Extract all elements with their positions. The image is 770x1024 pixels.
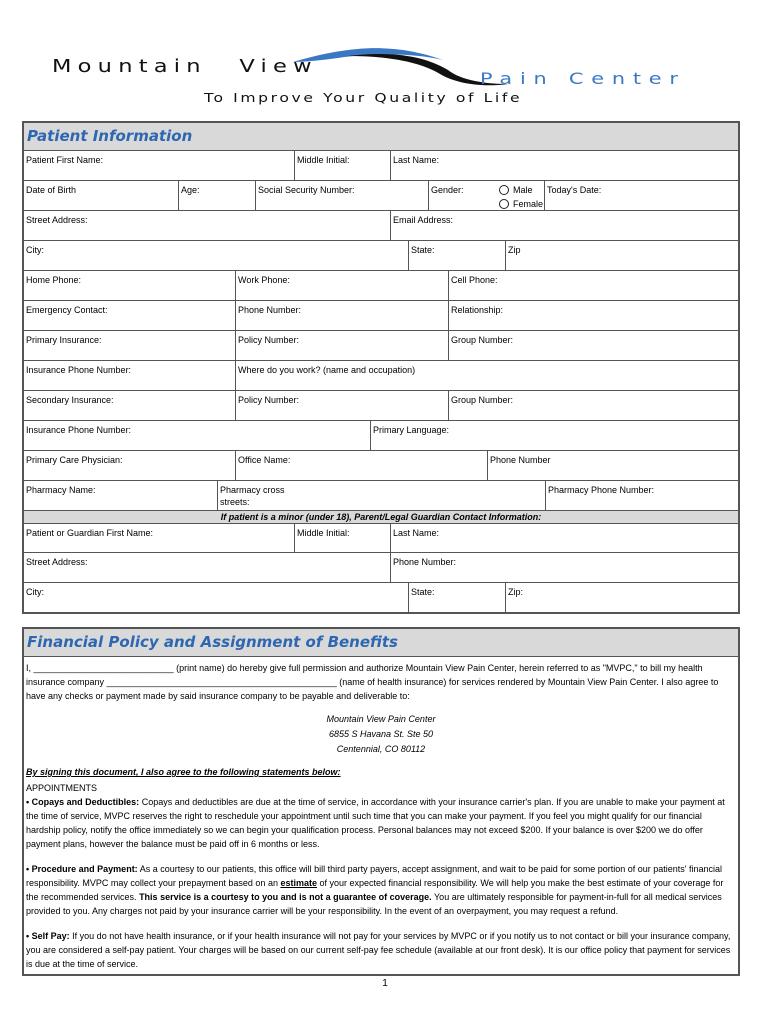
field-label: Zip:: [508, 587, 524, 597]
last-name-field[interactable]: [391, 151, 738, 180]
field-label: Middle Initial:: [297, 528, 350, 538]
field-label: Emergency Contact:: [26, 305, 108, 315]
where-work-field[interactable]: [236, 361, 738, 390]
paragraph-text: of your expected financial responsibility. We will help you make the best estimate of your coverage for the recommended services.: [26, 878, 724, 902]
form-row: [24, 391, 738, 421]
financial-policy-section: [22, 627, 740, 976]
guardian-middle-initial-field[interactable]: [295, 524, 391, 552]
pcp-phone-field[interactable]: [488, 451, 738, 480]
form-row: [24, 271, 738, 301]
field-label: Primary Insurance:: [26, 335, 102, 345]
guardian-last-name-field[interactable]: [391, 524, 738, 552]
middle-initial-field[interactable]: [295, 151, 391, 180]
field-label: Primary Language:: [373, 425, 450, 435]
field-label: Last Name:: [393, 528, 440, 538]
patient-information-section: [22, 121, 740, 614]
form-row: [24, 211, 738, 241]
guardian-city-field[interactable]: [24, 583, 409, 612]
self-pay-paragraph: [26, 929, 736, 971]
paragraph-text: If you do not have health insurance, or if your health insurance will not pay for your services by MVPC or if you notify us to not contact or bill your insurance company, you are considered a self-pay patient. Your charges will be based on our current self-pay fee schedule (available at our front desk). It is our office policy that payment for services is due at the time of service.: [26, 931, 731, 969]
radio-female[interactable]: [499, 199, 509, 209]
form-row: [24, 583, 738, 612]
field-label: Date of Birth: [26, 185, 77, 195]
address-line: Mountain View Pain Center: [326, 714, 436, 724]
paragraph-text: As a courtesy to our patients, this office will bill third party payers, accept assignment, and wait to be paid for some portion of our patients' financial responsibility. MVPC may collect your prepayment based on an: [26, 864, 723, 888]
field-label: Pharmacy cross streets:: [220, 485, 285, 507]
field-label: Office Name:: [238, 455, 291, 465]
field-label: Phone Number: [490, 455, 551, 465]
field-label: State:: [411, 245, 435, 255]
page-number: 1: [382, 978, 388, 989]
form-row: [24, 331, 738, 361]
field-label: Group Number:: [451, 395, 514, 405]
field-label: Patient First Name:: [26, 155, 104, 165]
email-field[interactable]: [391, 211, 738, 240]
cell-phone-field[interactable]: [449, 271, 738, 300]
field-label: Policy Number:: [238, 335, 300, 345]
group-number-field[interactable]: [449, 331, 738, 360]
state-field[interactable]: [409, 241, 506, 270]
radio-male[interactable]: [499, 185, 509, 195]
ssn-field[interactable]: [256, 181, 429, 210]
gender-female-option[interactable]: [499, 198, 543, 210]
field-label: Secondary Insurance:: [26, 395, 114, 405]
primary-language-field[interactable]: [371, 421, 738, 450]
secondary-group-number-field[interactable]: [449, 391, 738, 420]
appointments-heading: APPOINTMENTS: [26, 783, 98, 793]
logo-tagline: To Improve Your Quality of Life: [204, 91, 523, 105]
logo-word-view: View: [239, 56, 318, 77]
guardian-street-field[interactable]: [24, 553, 391, 582]
field-label: Zip: [508, 245, 521, 255]
form-row: [24, 524, 738, 553]
radio-label: Male: [513, 185, 533, 195]
relationship-field[interactable]: [449, 301, 738, 330]
section-title: Financial Policy and Assignment of Benefits: [24, 629, 738, 657]
financial-policy-body: [24, 657, 738, 975]
pharmacy-phone-field[interactable]: [546, 481, 738, 510]
home-phone-field[interactable]: [24, 271, 236, 300]
mvpc-logo: [48, 44, 708, 114]
secondary-insurance-field[interactable]: [24, 391, 236, 420]
field-label: Patient or Guardian First Name:: [26, 528, 154, 538]
field-label: Middle Initial:: [297, 155, 350, 165]
form-row: [24, 451, 738, 481]
logo-wordmark: [52, 56, 350, 77]
age-field[interactable]: [179, 181, 256, 210]
field-label: State:: [411, 587, 435, 597]
field-label: Phone Number:: [393, 557, 457, 567]
field-label: Insurance Phone Number:: [26, 365, 132, 375]
field-label: Street Address:: [26, 557, 88, 567]
office-name-field[interactable]: [236, 451, 488, 480]
mvpc-address: [26, 712, 736, 757]
procedure-paragraph: [26, 862, 736, 918]
guardian-state-field[interactable]: [409, 583, 506, 612]
radio-label: Female: [513, 199, 544, 209]
logo-word-mountain: Mountain: [52, 56, 207, 77]
first-name-field[interactable]: [24, 151, 295, 180]
insurance-phone-field[interactable]: [24, 361, 236, 390]
field-label: Today's Date:: [547, 185, 602, 195]
field-label: Pharmacy Phone Number:: [548, 485, 655, 495]
field-label: Pharmacy Name:: [26, 485, 96, 495]
paragraph-text: You are ultimately responsible for payment-in-full for all medical services provided to you. Any charges not paid by your insurance carrier will be your responsibility. In the event of an overpayment, you may request a refund.: [26, 892, 722, 916]
policy-number-field[interactable]: [236, 331, 449, 360]
field-label: Social Security Number:: [258, 185, 355, 195]
logo-pain-center: Pain Center: [480, 69, 686, 88]
agreement-heading: By signing this document, I also agree to the following statements below:: [26, 767, 341, 777]
authorization-paragraph: I, ____________________________ (print name) do hereby give full permission and authorize Mountain View Pain Center, herein referred to as "MVPC," to bill my health insurance company ______________________________________________ (name of health insurance) for services rendered by Mountain View Pain Center. I also agree to have any checks or payment made by said insurance company to be payable and deliverable to:: [26, 663, 719, 701]
emergency-phone-field[interactable]: [236, 301, 449, 330]
field-label: Phone Number:: [238, 305, 302, 315]
paragraph-label: • Self Pay:: [26, 931, 70, 941]
form-row: [24, 241, 738, 271]
secondary-policy-number-field[interactable]: [236, 391, 449, 420]
city-field[interactable]: [24, 241, 409, 270]
form-row: [24, 361, 738, 391]
field-label: Email Address:: [393, 215, 454, 225]
form-row: [24, 421, 738, 451]
form-row: [24, 481, 738, 511]
form-row: [24, 151, 738, 181]
paragraph-label: • Procedure and Payment:: [26, 864, 138, 874]
primary-insurance-field[interactable]: [24, 331, 236, 360]
zip-field[interactable]: [506, 241, 738, 270]
field-label: Work Phone:: [238, 275, 290, 285]
pcp-field[interactable]: [24, 451, 236, 480]
field-label: Where do you work? (name and occupation): [238, 365, 416, 375]
address-line: 6855 S Havana St. Ste 50: [328, 729, 434, 739]
field-label: Last Name:: [393, 155, 440, 165]
gender-field: [429, 181, 545, 210]
guardian-first-name-field[interactable]: [24, 524, 295, 552]
field-label: Street Address:: [26, 215, 88, 225]
dob-field[interactable]: [24, 181, 179, 210]
form-row: [24, 553, 738, 583]
address-line: Centennial, CO 80112: [336, 744, 426, 754]
emphasized-sentence: This service is a courtesy to you and is not a guarantee of coverage.: [139, 892, 432, 902]
field-label: Gender:: [431, 185, 464, 195]
field-label: City:: [26, 587, 44, 597]
todays-date-field[interactable]: [545, 181, 738, 210]
section-title: Patient Information: [24, 123, 738, 151]
street-address-field[interactable]: [24, 211, 391, 240]
guardian-zip-field[interactable]: [506, 583, 738, 612]
pharmacy-cross-streets-field[interactable]: [218, 481, 546, 510]
minor-guardian-heading: If patient is a minor (under 18), Parent/Legal Guardian Contact Information:: [24, 511, 738, 524]
emergency-contact-field[interactable]: [24, 301, 236, 330]
field-label: Group Number:: [451, 335, 514, 345]
work-phone-field[interactable]: [236, 271, 449, 300]
gender-male-option[interactable]: [499, 184, 533, 196]
field-label: Primary Care Physician:: [26, 455, 123, 465]
form-row: [24, 181, 738, 211]
field-label: Age:: [181, 185, 200, 195]
paragraph-label: • Copays and Deductibles:: [26, 797, 140, 807]
field-label: City:: [26, 245, 44, 255]
emphasized-word: estimate: [280, 878, 317, 888]
paragraph-text: Copays and deductibles are due at the time of service, in accordance with your insurance carrier's plan. If you are unable to make your payment at the time of service, MVPC reserves the right to reschedule your appointment until such time that you can make your payment. If you feel you might qualify for our financial hardship policy, notify the office immediately so we can begin your qualification process. Personal balances may not exceed $200. If your balance is over $200 we do offer payment plans, however the balance must be paid off in 6 months or less.: [26, 797, 725, 849]
copays-paragraph: [26, 795, 736, 851]
field-label: Policy Number:: [238, 395, 300, 405]
field-label: Relationship:: [451, 305, 504, 315]
guardian-phone-field[interactable]: [391, 553, 738, 582]
secondary-insurance-phone-field[interactable]: [24, 421, 371, 450]
field-label: Insurance Phone Number:: [26, 425, 132, 435]
field-label: Cell Phone:: [451, 275, 498, 285]
pharmacy-name-field[interactable]: [24, 481, 218, 510]
form-row: [24, 301, 738, 331]
field-label: Home Phone:: [26, 275, 82, 285]
